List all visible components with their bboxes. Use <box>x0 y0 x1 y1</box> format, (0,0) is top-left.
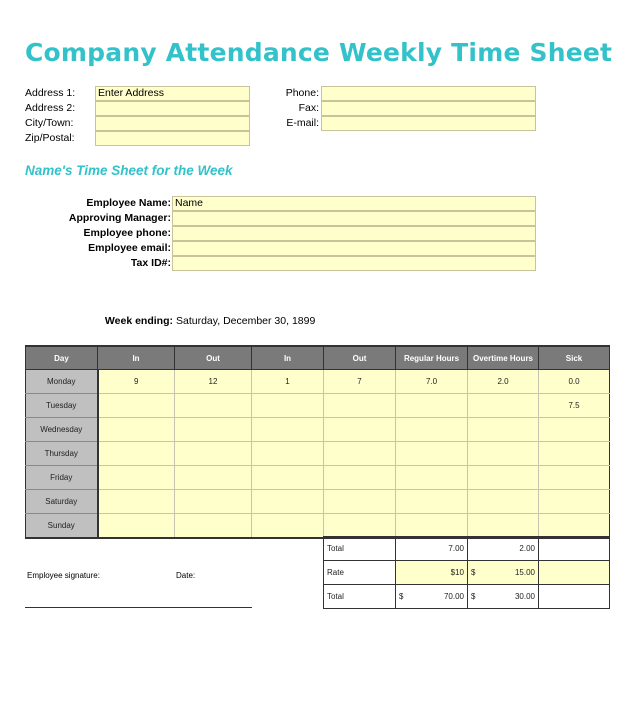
employee-email-label: Employee email: <box>88 242 171 254</box>
total-overtime-hours: 2.00 <box>468 537 539 561</box>
currency-symbol: $ <box>471 592 476 601</box>
regular-hours-cell[interactable] <box>396 442 468 466</box>
city-field[interactable] <box>95 116 250 131</box>
in1-cell[interactable] <box>98 418 175 442</box>
sick-cell[interactable]: 7.5 <box>539 394 610 418</box>
in2-cell[interactable] <box>252 466 324 490</box>
currency-symbol: $ <box>471 568 476 577</box>
table-row <box>26 514 610 539</box>
phone-label: Phone: <box>285 87 319 99</box>
header-out-1: Out <box>175 346 252 370</box>
table-row <box>26 442 610 466</box>
out1-cell[interactable]: 12 <box>175 370 252 394</box>
city-label: City/Town: <box>25 117 74 129</box>
day-cell: Thursday <box>26 442 98 466</box>
out1-cell[interactable] <box>175 418 252 442</box>
out1-cell[interactable] <box>175 514 252 539</box>
in1-cell[interactable] <box>98 490 175 514</box>
regular-hours-cell[interactable] <box>396 490 468 514</box>
in2-cell[interactable]: 1 <box>252 370 324 394</box>
in2-cell[interactable] <box>252 442 324 466</box>
timesheet-table <box>25 345 610 539</box>
regular-hours-cell[interactable]: 7.0 <box>396 370 468 394</box>
address1-label: Address 1: <box>25 87 76 99</box>
out2-cell[interactable] <box>324 514 396 539</box>
in2-cell[interactable] <box>252 394 324 418</box>
overtime-rate-value: 15.00 <box>514 568 535 577</box>
total-pay-row <box>324 585 610 609</box>
fax-label: Fax: <box>298 102 319 114</box>
date-label: Date: <box>176 571 196 580</box>
totals-table <box>323 536 610 609</box>
rate-row <box>324 561 610 585</box>
approving-manager-label: Approving Manager: <box>68 212 171 224</box>
total-pay-label: Total <box>324 585 396 609</box>
header-day: Day <box>26 346 98 370</box>
total-hours-label: Total <box>324 537 396 561</box>
sick-cell[interactable] <box>539 442 610 466</box>
total-regular-hours: 7.00 <box>396 537 468 561</box>
week-ending-label: Week ending: <box>104 315 173 327</box>
out2-cell[interactable] <box>324 490 396 514</box>
week-ending-value[interactable]: Saturday, December 30, 1899 <box>176 315 316 327</box>
overtime-rate-field[interactable] <box>468 561 539 585</box>
day-cell: Friday <box>26 466 98 490</box>
total-hours-row <box>324 537 610 561</box>
table-row <box>26 466 610 490</box>
sick-pay <box>539 585 610 609</box>
signature-line[interactable] <box>25 607 252 608</box>
regular-hours-cell[interactable] <box>396 418 468 442</box>
regular-hours-cell[interactable] <box>396 466 468 490</box>
regular-pay <box>396 585 468 609</box>
regular-hours-cell[interactable] <box>396 394 468 418</box>
day-cell: Wednesday <box>26 418 98 442</box>
day-cell: Monday <box>26 370 98 394</box>
in1-cell[interactable]: 9 <box>98 370 175 394</box>
regular-rate-field[interactable]: $10 <box>396 561 468 585</box>
sick-cell[interactable] <box>539 514 610 539</box>
overtime-hours-cell[interactable]: 2.0 <box>468 370 539 394</box>
rate-label: Rate <box>324 561 396 585</box>
header-regular-hours: Regular Hours <box>396 346 468 370</box>
employee-name-field[interactable]: Name <box>172 196 536 211</box>
section-subtitle: Name's Time Sheet for the Week <box>25 163 233 178</box>
employee-phone-field[interactable] <box>172 226 536 241</box>
in2-cell[interactable] <box>252 490 324 514</box>
overtime-hours-cell[interactable] <box>468 394 539 418</box>
in2-cell[interactable] <box>252 514 324 539</box>
header-in-2: In <box>252 346 324 370</box>
header-out-2: Out <box>324 346 396 370</box>
table-row <box>26 418 610 442</box>
employee-phone-label: Employee phone: <box>83 227 171 239</box>
total-sick-hours <box>539 537 610 561</box>
table-row <box>26 370 610 394</box>
out2-cell[interactable] <box>324 418 396 442</box>
out2-cell[interactable] <box>324 466 396 490</box>
overtime-hours-cell[interactable] <box>468 442 539 466</box>
in1-cell[interactable] <box>98 442 175 466</box>
out2-cell[interactable] <box>324 394 396 418</box>
day-cell: Saturday <box>26 490 98 514</box>
employee-email-field[interactable] <box>172 241 536 256</box>
overtime-hours-cell[interactable] <box>468 490 539 514</box>
out1-cell[interactable] <box>175 442 252 466</box>
fax-field[interactable] <box>321 101 536 116</box>
tax-id-field[interactable] <box>172 256 536 271</box>
in2-cell[interactable] <box>252 418 324 442</box>
regular-hours-cell[interactable] <box>396 514 468 539</box>
regular-pay-value: 70.00 <box>443 592 464 601</box>
table-header-row <box>26 346 610 370</box>
employee-signature-label: Employee signature: <box>27 571 100 580</box>
out2-cell[interactable]: 7 <box>324 370 396 394</box>
zip-field[interactable] <box>95 131 250 146</box>
header-overtime-hours: Overtime Hours <box>468 346 539 370</box>
table-row <box>26 490 610 514</box>
page-title: Company Attendance Weekly Time Sheet <box>25 38 613 67</box>
sick-cell[interactable] <box>539 418 610 442</box>
table-row <box>26 394 610 418</box>
in1-cell[interactable] <box>98 394 175 418</box>
email-field[interactable] <box>321 116 536 131</box>
day-cell: Sunday <box>26 514 98 539</box>
overtime-hours-cell[interactable] <box>468 466 539 490</box>
header-in-1: In <box>98 346 175 370</box>
sick-cell[interactable] <box>539 466 610 490</box>
in1-cell[interactable] <box>98 466 175 490</box>
sick-rate-field[interactable] <box>539 561 610 585</box>
currency-symbol: $ <box>399 592 404 601</box>
out1-cell[interactable] <box>175 394 252 418</box>
out1-cell[interactable] <box>175 466 252 490</box>
overtime-pay-value: 30.00 <box>514 592 535 601</box>
overtime-pay <box>468 585 539 609</box>
out2-cell[interactable] <box>324 442 396 466</box>
email-label: E-mail: <box>286 117 319 129</box>
address1-field[interactable]: Enter Address <box>95 86 250 101</box>
address2-field[interactable] <box>95 101 250 116</box>
overtime-hours-cell[interactable] <box>468 418 539 442</box>
out1-cell[interactable] <box>175 490 252 514</box>
approving-manager-field[interactable] <box>172 211 536 226</box>
sick-cell[interactable] <box>539 490 610 514</box>
zip-label: Zip/Postal: <box>25 132 75 144</box>
header-sick: Sick <box>539 346 610 370</box>
address2-label: Address 2: <box>25 102 76 114</box>
phone-field[interactable] <box>321 86 536 101</box>
overtime-hours-cell[interactable] <box>468 514 539 539</box>
tax-id-label: Tax ID#: <box>130 257 171 269</box>
sick-cell[interactable]: 0.0 <box>539 370 610 394</box>
employee-name-label: Employee Name: <box>86 197 171 209</box>
day-cell: Tuesday <box>26 394 98 418</box>
in1-cell[interactable] <box>98 514 175 539</box>
